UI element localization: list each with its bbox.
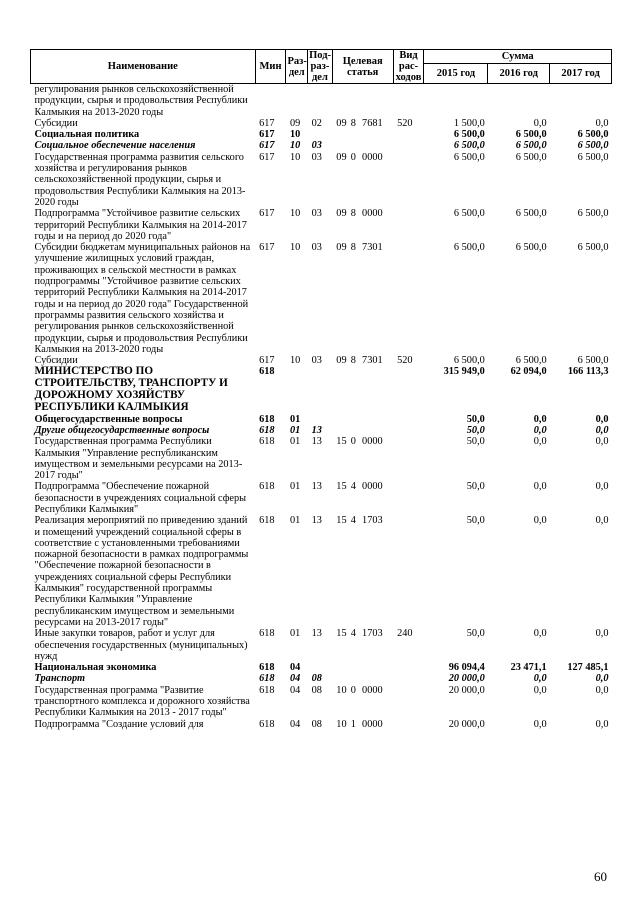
table-row <box>31 481 612 515</box>
row-sum-2017: 0,0 <box>595 481 609 493</box>
row-target-program <box>332 140 346 151</box>
table-row <box>31 662 612 673</box>
row-razdel: 01 <box>289 481 301 493</box>
row-sum-2017: 6 500,0 <box>577 355 609 367</box>
row-target-subprogram: 8 <box>350 242 356 254</box>
header-sum: Сумма <box>424 50 612 64</box>
row-target-direction: 0000 <box>362 436 383 448</box>
row-sum-2016: 6 500,0 <box>515 140 547 152</box>
table-row <box>31 84 612 118</box>
row-sum-2015: 20 000,0 <box>448 718 485 730</box>
table-body <box>31 84 612 730</box>
row-vid <box>393 140 424 151</box>
row-sum-2016: 0,0 <box>533 436 547 448</box>
row-sum-2017: 0,0 <box>595 424 609 436</box>
header-podrazdel: Под- раз- дел <box>309 50 332 83</box>
row-target-program: 09 <box>336 151 347 163</box>
row-target-subprogram <box>347 662 358 673</box>
table-row <box>31 414 612 425</box>
table-row <box>31 719 612 730</box>
row-sum-2017: 0,0 <box>595 117 609 129</box>
row-name: Субсидии <box>34 117 78 129</box>
row-razdel <box>286 366 308 413</box>
row-sum-2017: 0,0 <box>595 718 609 730</box>
row-razdel: 01 <box>289 424 301 436</box>
row-sum-2017: 166 113,3 <box>567 366 609 378</box>
row-sum-2015: 6 500,0 <box>453 242 485 254</box>
row-podrazdel: 13 <box>311 628 322 640</box>
row-sum-2016: 6 500,0 <box>515 208 547 220</box>
row-min: 618 <box>259 413 275 425</box>
row-sum-2015: 50,0 <box>466 413 485 425</box>
row-podrazdel <box>308 84 333 118</box>
row-sum-2015: 50,0 <box>466 424 485 436</box>
row-target-direction <box>358 84 393 118</box>
row-name: Подпрограмма "Обеспечение пожарной безопасности в учреждениях социальной сферы Республики Калмыкия" <box>34 481 247 515</box>
row-podrazdel <box>308 414 333 425</box>
header-min: Мин <box>255 50 286 84</box>
row-min: 617 <box>259 140 275 152</box>
row-vid <box>393 129 424 140</box>
table-row <box>31 366 612 413</box>
header-vid: Вид рас- ходов <box>393 50 424 84</box>
row-name: МИНИСТЕРСТВО ПО СТРОИТЕЛЬСТВУ, ТРАНСПОРТУ И ДОРОЖНОМУ ХОЗЯЙСТВУ РЕСПУБЛИКИ КАЛМЫКИЯ <box>34 365 228 413</box>
row-min: 617 <box>259 355 275 367</box>
row-razdel: 01 <box>289 515 301 527</box>
row-podrazdel <box>308 366 333 413</box>
row-min: 617 <box>259 151 275 163</box>
row-target-subprogram <box>347 425 358 436</box>
row-name: Подпрограмма "Создание условий для <box>34 718 204 730</box>
row-target-direction: 7681 <box>362 117 383 129</box>
row-podrazdel: 03 <box>311 208 322 220</box>
row-target-program <box>332 425 346 436</box>
row-target-subprogram: 8 <box>350 208 356 220</box>
row-vid <box>393 481 424 515</box>
table-row <box>31 129 612 140</box>
row-sum-2017: 6 500,0 <box>577 129 609 141</box>
row-name: Другие общегосударственные вопросы <box>34 424 210 436</box>
row-sum-2016: 0,0 <box>533 718 547 730</box>
row-target-program: 10 <box>336 684 347 696</box>
row-name: регулирования рынков сельскохозяйственной продукции, сырья и продовольствия Республики Калмыкия на 2013-2020 годы <box>34 84 248 118</box>
row-sum-2015: 1 500,0 <box>453 117 485 129</box>
row-podrazdel: 13 <box>311 436 322 448</box>
row-min: 618 <box>259 628 275 640</box>
row-podrazdel: 08 <box>311 673 322 685</box>
row-podrazdel: 13 <box>311 481 322 493</box>
row-podrazdel: 08 <box>311 718 322 730</box>
row-name: Социальная политика <box>34 129 140 141</box>
row-min: 618 <box>259 424 275 436</box>
row-target-subprogram: 0 <box>350 684 356 696</box>
row-target-program <box>332 366 346 413</box>
table-row <box>31 436 612 481</box>
row-target-subprogram <box>347 129 358 140</box>
row-sum-2016: 0,0 <box>533 673 547 685</box>
row-target-direction: 1703 <box>362 515 383 527</box>
row-target-subprogram: 4 <box>350 515 356 527</box>
row-podrazdel: 03 <box>311 151 322 163</box>
table-row <box>31 140 612 151</box>
row-target-program: 09 <box>336 208 347 220</box>
row-sum-2017: 6 500,0 <box>577 140 609 152</box>
header-name: Наименование <box>31 50 256 84</box>
row-sum-2017: 0,0 <box>595 628 609 640</box>
row-target-direction <box>358 140 393 151</box>
row-target-program <box>332 662 346 673</box>
row-sum-2016: 0,0 <box>533 117 547 129</box>
row-name: Государственная программа развития сельского хозяйства и регулирования рынков сельскохозяйственной продукции, сырья и продовольствия Республики Калмыкия на 2013-2020 годы <box>34 151 246 208</box>
row-sum-2015: 50,0 <box>466 515 485 527</box>
table-row <box>31 152 612 208</box>
row-razdel: 04 <box>289 662 301 674</box>
row-sum-2015: 20 000,0 <box>448 673 485 685</box>
row-vid <box>393 673 424 684</box>
row-target-subprogram: 4 <box>350 628 356 640</box>
header-2015: 2015 год <box>424 64 488 84</box>
row-sum-2017: 0,0 <box>595 515 609 527</box>
row-razdel: 10 <box>289 140 301 152</box>
row-min: 617 <box>259 117 275 129</box>
row-name: Субсидии <box>34 355 78 367</box>
row-sum-2016: 6 500,0 <box>515 129 547 141</box>
row-min: 618 <box>259 684 275 696</box>
row-sum-2015: 6 500,0 <box>453 151 485 163</box>
row-sum-2017: 6 500,0 <box>577 208 609 220</box>
row-vid <box>393 662 424 673</box>
row-target-program: 09 <box>336 355 347 367</box>
row-razdel: 04 <box>289 718 301 730</box>
row-min: 618 <box>259 436 275 448</box>
row-sum-2015: 6 500,0 <box>453 355 485 367</box>
row-target-subprogram: 1 <box>350 718 356 730</box>
row-razdel: 01 <box>289 413 301 425</box>
row-sum-2017 <box>550 84 612 118</box>
row-sum-2016: 0,0 <box>533 684 547 696</box>
row-target-program: 15 <box>336 515 347 527</box>
row-razdel <box>286 84 308 118</box>
row-target-program: 15 <box>336 436 347 448</box>
row-vid <box>393 436 424 481</box>
row-name: Национальная экономика <box>34 662 157 674</box>
row-name: Подпрограмма "Устойчивое развитие сельских территорий Республики Калмыкия на 2014-2017 годы и на период до 2020 года" <box>34 208 247 242</box>
row-razdel: 10 <box>289 355 301 367</box>
row-sum-2015: 50,0 <box>466 481 485 493</box>
row-vid <box>393 84 424 118</box>
row-podrazdel: 13 <box>311 515 322 527</box>
row-target-direction <box>358 414 393 425</box>
row-sum-2015: 20 000,0 <box>448 684 485 696</box>
row-target-subprogram: 4 <box>350 481 356 493</box>
row-sum-2016: 0,0 <box>533 628 547 640</box>
row-target-program <box>332 84 346 118</box>
row-name: Государственная программа "Развитие транспортного комплекса и дорожного хозяйства Республики Калмыкия на 2013 - 2017 годы" <box>34 684 250 719</box>
row-vid <box>393 208 424 242</box>
row-razdel: 10 <box>289 242 301 254</box>
row-min: 618 <box>259 481 275 493</box>
row-vid <box>393 515 424 628</box>
table-row <box>31 118 612 129</box>
header-razdel: Раз- дел <box>286 50 308 84</box>
row-target-direction <box>358 673 393 684</box>
row-sum-2017: 0,0 <box>595 436 609 448</box>
row-min: 618 <box>259 515 275 527</box>
row-vid <box>393 242 424 355</box>
row-target-program: 09 <box>336 117 347 129</box>
row-name: Общегосударственные вопросы <box>34 413 183 425</box>
row-sum-2015: 50,0 <box>466 628 485 640</box>
row-target-direction <box>358 129 393 140</box>
row-sum-2015: 6 500,0 <box>453 129 485 141</box>
row-target-subprogram <box>347 84 358 118</box>
row-razdel: 04 <box>289 673 301 685</box>
row-vid: 520 <box>397 117 413 129</box>
row-razdel: 10 <box>289 151 301 163</box>
row-podrazdel: 02 <box>311 117 322 129</box>
row-target-direction: 0000 <box>362 151 383 163</box>
row-min: 618 <box>259 673 275 685</box>
row-target-direction: 7301 <box>362 355 383 367</box>
row-razdel: 04 <box>289 684 301 696</box>
row-sum-2016: 0,0 <box>533 481 547 493</box>
row-target-direction <box>358 425 393 436</box>
row-sum-2015 <box>424 84 488 118</box>
row-sum-2016: 6 500,0 <box>515 355 547 367</box>
row-sum-2017: 6 500,0 <box>577 151 609 163</box>
table-row <box>31 425 612 436</box>
row-min: 617 <box>259 208 275 220</box>
header-target: Целевая статья <box>332 50 393 84</box>
row-target-subprogram <box>347 366 358 413</box>
row-sum-2016 <box>488 84 550 118</box>
row-target-direction: 0000 <box>362 208 383 220</box>
row-sum-2015: 6 500,0 <box>453 208 485 220</box>
row-razdel: 09 <box>289 117 301 129</box>
table-row <box>31 673 612 684</box>
row-name: Иные закупки товаров, работ и услуг для обеспечения государственных (муниципальных) нужд <box>34 628 248 662</box>
row-podrazdel: 03 <box>311 242 322 254</box>
row-vid: 520 <box>397 355 413 367</box>
row-target-subprogram: 0 <box>350 151 356 163</box>
table-row <box>31 242 612 355</box>
row-name: Социальное обеспечение населения <box>34 140 196 152</box>
row-podrazdel: 03 <box>311 140 322 152</box>
row-vid <box>393 685 424 719</box>
row-min: 617 <box>259 129 275 141</box>
row-name: Транспорт <box>34 673 86 685</box>
row-sum-2016: 62 094,0 <box>510 366 547 378</box>
row-name: Реализация мероприятий по приведению зданий и помещений учреждений социальной сферы в соответствие с установленными требованиями пожарной безопасности в рамках подпрограммы "Обеспечение пожарной безопасности в учреждениях социальной сферы Республики Калмыкия" государственной программы Республики Калмыкия "Управление республиканским имуществом и земельными ресурсами на 2013-2017 годы" <box>34 515 249 628</box>
row-target-subprogram: 8 <box>350 117 356 129</box>
row-min: 618 <box>259 662 275 674</box>
row-target-program: 15 <box>336 481 347 493</box>
row-podrazdel <box>308 662 333 673</box>
row-razdel: 01 <box>289 436 301 448</box>
header-2017: 2017 год <box>550 64 612 84</box>
row-vid <box>393 414 424 425</box>
row-sum-2016: 6 500,0 <box>515 242 547 254</box>
row-sum-2016: 0,0 <box>533 424 547 436</box>
row-target-direction: 0000 <box>362 481 383 493</box>
row-vid <box>393 366 424 413</box>
row-sum-2016: 23 471,1 <box>510 662 547 674</box>
row-name: Субсидии бюджетам муниципальных районов на улучшение жилищных условий граждан, проживающих в сельской местности в рамках подпрограммы "Устойчивое развитие сельских территорий Республики Калмыкия на 2014-2017 годы и на период до 2020 года" Государственной программы развития сельского хозяйства и регулирования рынков сельскохозяйственной продукции, сырья и продовольствия Республики Калмыкия на 2013-2020 годы <box>34 242 251 355</box>
header-2016: 2016 год <box>488 64 550 84</box>
row-sum-2015: 50,0 <box>466 436 485 448</box>
row-vid <box>393 425 424 436</box>
row-podrazdel: 13 <box>311 424 322 436</box>
row-target-direction: 7301 <box>362 242 383 254</box>
row-target-subprogram <box>347 140 358 151</box>
row-sum-2017: 127 485,1 <box>567 662 609 674</box>
row-sum-2017: 0,0 <box>595 673 609 685</box>
row-min: 618 <box>259 718 275 730</box>
row-target-direction: 0000 <box>362 718 383 730</box>
table-header <box>31 50 612 84</box>
row-target-subprogram: 8 <box>350 355 356 367</box>
row-target-subprogram <box>347 414 358 425</box>
row-min <box>255 84 286 118</box>
row-target-program <box>332 129 346 140</box>
row-razdel: 10 <box>289 129 301 141</box>
row-target-subprogram: 0 <box>350 436 356 448</box>
row-sum-2015: 315 949,0 <box>443 366 485 378</box>
row-min: 617 <box>259 242 275 254</box>
row-razdel: 01 <box>289 628 301 640</box>
row-target-direction: 0000 <box>362 684 383 696</box>
row-podrazdel: 03 <box>311 355 322 367</box>
row-min: 618 <box>259 366 275 378</box>
row-target-program: 15 <box>336 628 347 640</box>
row-sum-2017: 0,0 <box>595 684 609 696</box>
row-target-subprogram <box>347 673 358 684</box>
table-row <box>31 515 612 628</box>
row-sum-2016: 6 500,0 <box>515 151 547 163</box>
row-target-direction <box>358 662 393 673</box>
page-number: 60 <box>594 869 607 884</box>
row-target-direction: 1703 <box>362 628 383 640</box>
row-vid <box>393 719 424 730</box>
table-row <box>31 628 612 662</box>
row-sum-2015: 6 500,0 <box>453 140 485 152</box>
row-sum-2017: 0,0 <box>595 413 609 425</box>
table-row <box>31 208 612 242</box>
row-target-program <box>332 673 346 684</box>
table-row <box>31 685 612 719</box>
row-sum-2016: 0,0 <box>533 413 547 425</box>
row-vid <box>393 152 424 208</box>
row-target-program <box>332 414 346 425</box>
row-name: Государственная программа Республики Калмыкия "Управление республиканским имуществом и земельными ресурсами на 2013-2017 годы" <box>34 436 243 482</box>
row-sum-2016: 0,0 <box>533 515 547 527</box>
row-sum-2015: 96 094,4 <box>448 662 485 674</box>
row-target-program: 09 <box>336 242 347 254</box>
row-target-direction <box>358 366 393 413</box>
row-podrazdel: 08 <box>311 684 322 696</box>
row-razdel: 10 <box>289 208 301 220</box>
row-target-program: 10 <box>336 718 347 730</box>
budget-table <box>30 49 612 730</box>
row-podrazdel <box>308 129 333 140</box>
row-sum-2017: 6 500,0 <box>577 242 609 254</box>
row-vid: 240 <box>397 628 413 640</box>
